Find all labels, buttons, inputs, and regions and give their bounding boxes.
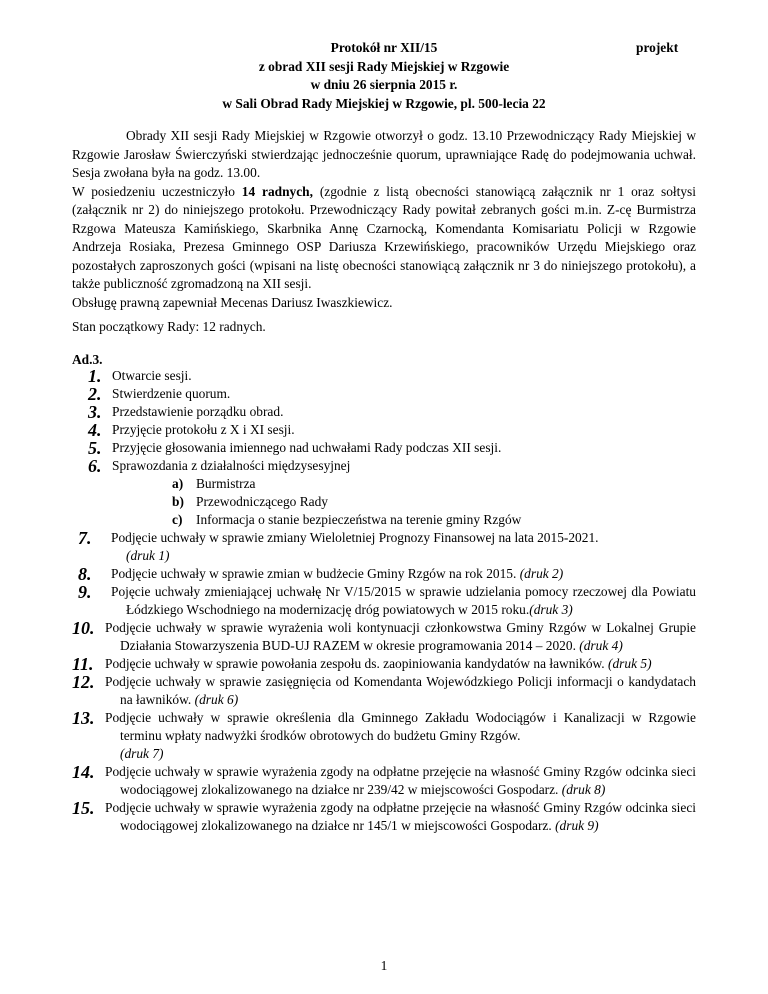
intro-paragraph-opening: Obrady XII sesji Rady Miejskiej w Rzgowie otworzył o godz. 13.10 Przewodniczący Rady Miejskiej w Rzgowie Jarosław Świerczyński stwierdzając jednocześnie quorum, uprawniające Radę do podejmowania uchwał. Sesja zwołana była na godz. 13.00. [72, 128, 696, 180]
agenda-item [72, 403, 696, 421]
attendance-count: 14 radnych, [241, 183, 313, 199]
agenda-item-number: 8. [78, 564, 92, 584]
subitem-text: Burmistrza [196, 476, 256, 491]
agenda-item-number: 2. [88, 384, 102, 404]
agenda-item [72, 673, 696, 709]
druk-reference: (druk 4) [579, 638, 623, 653]
draft-label: projekt [636, 40, 679, 55]
agenda-item-text: Przyjęcie protokołu z X i XI sesji. [112, 422, 295, 437]
session-location: w Sali Obrad Rady Miejskiej w Rzgowie, pl. 500-lecia 22 [222, 95, 546, 111]
subitem-letter: c) [172, 512, 183, 527]
agenda-item-number: 3. [88, 402, 102, 422]
agenda-subitem [72, 511, 696, 529]
agenda-item [72, 763, 696, 799]
agenda-item-text: Przyjęcie głosowania imiennego nad uchwałami Rady podczas XII sesji. [112, 440, 502, 455]
agenda-item-text: Podjęcie uchwały w sprawie zmian w budżecie Gminy Rzgów na rok 2015. (druk 2) [111, 566, 564, 581]
agenda-subitem [72, 475, 696, 493]
agenda-item [72, 709, 696, 763]
agenda-item-text: Stwierdzenie quorum. [112, 386, 231, 401]
agenda-item-text: Podjęcie uchwały w sprawie wyrażenia woli kontynuacji członkowstwa Gminy Rzgów w Lokalnej Grupie Działania Stowarzyszenia BUD-UJ RAZEM w okresie programowania 2014 – 2020. (druk 4) [105, 620, 696, 653]
agenda-item-text: Pojęcie uchwały zmieniającej uchwałę Nr V/15/2015 w sprawie udzielania pomocy rzeczowej dla Powiatu Łódzkiego Wschodniego na modernizację dróg powiatowych w 2015 roku.(druk 3) [111, 584, 696, 617]
agenda-item-text: Sprawozdania z działalności międzysesyjnej [112, 458, 351, 473]
agenda-item-number: 4. [88, 420, 102, 440]
agenda-item [72, 655, 696, 673]
agenda-item-number: 7. [78, 528, 92, 548]
intro-paragraph-attendance [72, 183, 696, 294]
protocol-title: Protokół nr XII/15 [330, 40, 438, 55]
agenda-item-number: 10. [72, 618, 95, 638]
druk-reference: (druk 3) [529, 602, 573, 617]
agenda-item-number: 9. [78, 582, 92, 602]
agenda-item-number: 15. [72, 798, 95, 818]
agenda-item-number: 14. [72, 762, 95, 782]
druk-reference: (druk 7) [120, 746, 164, 761]
druk-reference: (druk 5) [608, 656, 652, 671]
agenda-item-number: 5. [88, 438, 102, 458]
agenda-item-number: 11. [72, 654, 94, 674]
agenda-item [78, 583, 696, 619]
initial-council-state: Stan początkowy Rady: 12 radnych. [72, 319, 266, 334]
druk-reference: (druk 8) [561, 782, 606, 797]
agenda-item-text: Podjęcie uchwały w sprawie zasięgnięcia od Komendanta Wojewódzkiego Policji informacji o kandydatach na ławników. (druk 6) [105, 674, 696, 707]
agenda-item-text: Podjęcie uchwały w sprawie określenia dla Gminnego Zakładu Wodociągów i Kanalizacji w Rzgowie terminu wpłaty nadwyżki środków obrotowych do budżetu Gminy Rzgów. (druk 7) [105, 710, 696, 761]
agenda-item-number: 1. [88, 366, 102, 386]
agenda-item [72, 457, 696, 475]
agenda-item-number: 6. [88, 456, 102, 476]
agenda-item [72, 421, 696, 439]
agenda-item-text: Przedstawienie porządku obrad. [112, 404, 284, 419]
intro-paragraph-legal: Obsługę prawną zapewniał Mecenas Dariusz Iwaszkiewicz. [72, 294, 393, 310]
druk-reference: (druk 2) [519, 566, 564, 581]
agenda-heading: Ad.3. [72, 352, 103, 367]
druk-reference: (druk 9) [555, 818, 599, 833]
attendance-text-after: (zgodnie z listą obecności stanowiącą załącznik nr 1 oraz sołtysi (załącznik nr 2) do niniejszego protokołu. Przewodniczący Rady powitał zebranych gości m.in. Z-cę Burmistrza Rzgowa Mateusza Kamińskiego, Skarbnika Annę Czarnocką, Komendanta Komisariatu Policji w Rzgowie Andrzeja Rosiaka, Prezesa Gminnego OSP Dariusza Krzewińskiego, pracowników Urzędu Miejskiego oraz pozostałych zaproszonych gości (wpisani na listę obecności stanowiącą załącznik nr 3 do niniejszego protokołu), a także publiczność zgromadzoną na XII sesji. [72, 183, 696, 291]
session-date: w dniu 26 sierpnia 2015 r. [310, 77, 458, 92]
subitem-text: Informacja o stanie bezpieczeństwa na terenie gminy Rzgów [196, 512, 522, 527]
page-number: 1 [380, 958, 388, 973]
druk-reference: (druk 1) [126, 548, 170, 563]
agenda-item [72, 439, 696, 457]
agenda-item-text: Podjęcie uchwały w sprawie wyrażenia zgody na odpłatne przejęcie na własność Gminy Rzgów odcinka sieci wodociągowej zlokalizowanego na działce nr 145/1 w miejscowości Gospodarz. (druk 9) [105, 800, 696, 833]
agenda-item-text: Otwarcie sesji. [112, 368, 192, 383]
agenda-item-text: Podjęcie uchwały w sprawie powołania zespołu ds. zaopiniowania kandydatów na ławników. (druk 5) [105, 656, 652, 671]
subitem-letter: b) [172, 494, 184, 509]
agenda-item-number: 13. [72, 708, 95, 728]
agenda-item [78, 565, 696, 583]
agenda-item-number: 12. [72, 672, 95, 692]
agenda-item-text: Podjęcie uchwały w sprawie zmiany Wieloletniej Prognozy Finansowej na lata 2015-2021. (druk 1) [111, 530, 599, 563]
subitem-text: Przewodniczącego Rady [196, 494, 328, 509]
agenda-item [72, 367, 696, 385]
subitem-letter: a) [172, 476, 184, 491]
druk-reference: (druk 6) [194, 692, 239, 707]
agenda-item [78, 529, 696, 565]
agenda-item-text: Podjęcie uchwały w sprawie wyrażenia zgody na odpłatne przejęcie na własność Gminy Rzgów odcinka sieci wodociągowej zlokalizowanego na działce nr 239/42 w miejscowości Gospodarz. (druk 8) [105, 764, 696, 797]
agenda-item [72, 619, 696, 655]
agenda-subitem [72, 493, 696, 511]
agenda-item [72, 385, 696, 403]
attendance-text-before: W posiedzeniu uczestniczyło [72, 183, 242, 199]
intro-block [72, 127, 696, 312]
agenda-list [72, 367, 696, 835]
agenda-item [72, 799, 696, 835]
session-subtitle: z obrad XII sesji Rady Miejskiej w Rzgowie [258, 58, 510, 74]
